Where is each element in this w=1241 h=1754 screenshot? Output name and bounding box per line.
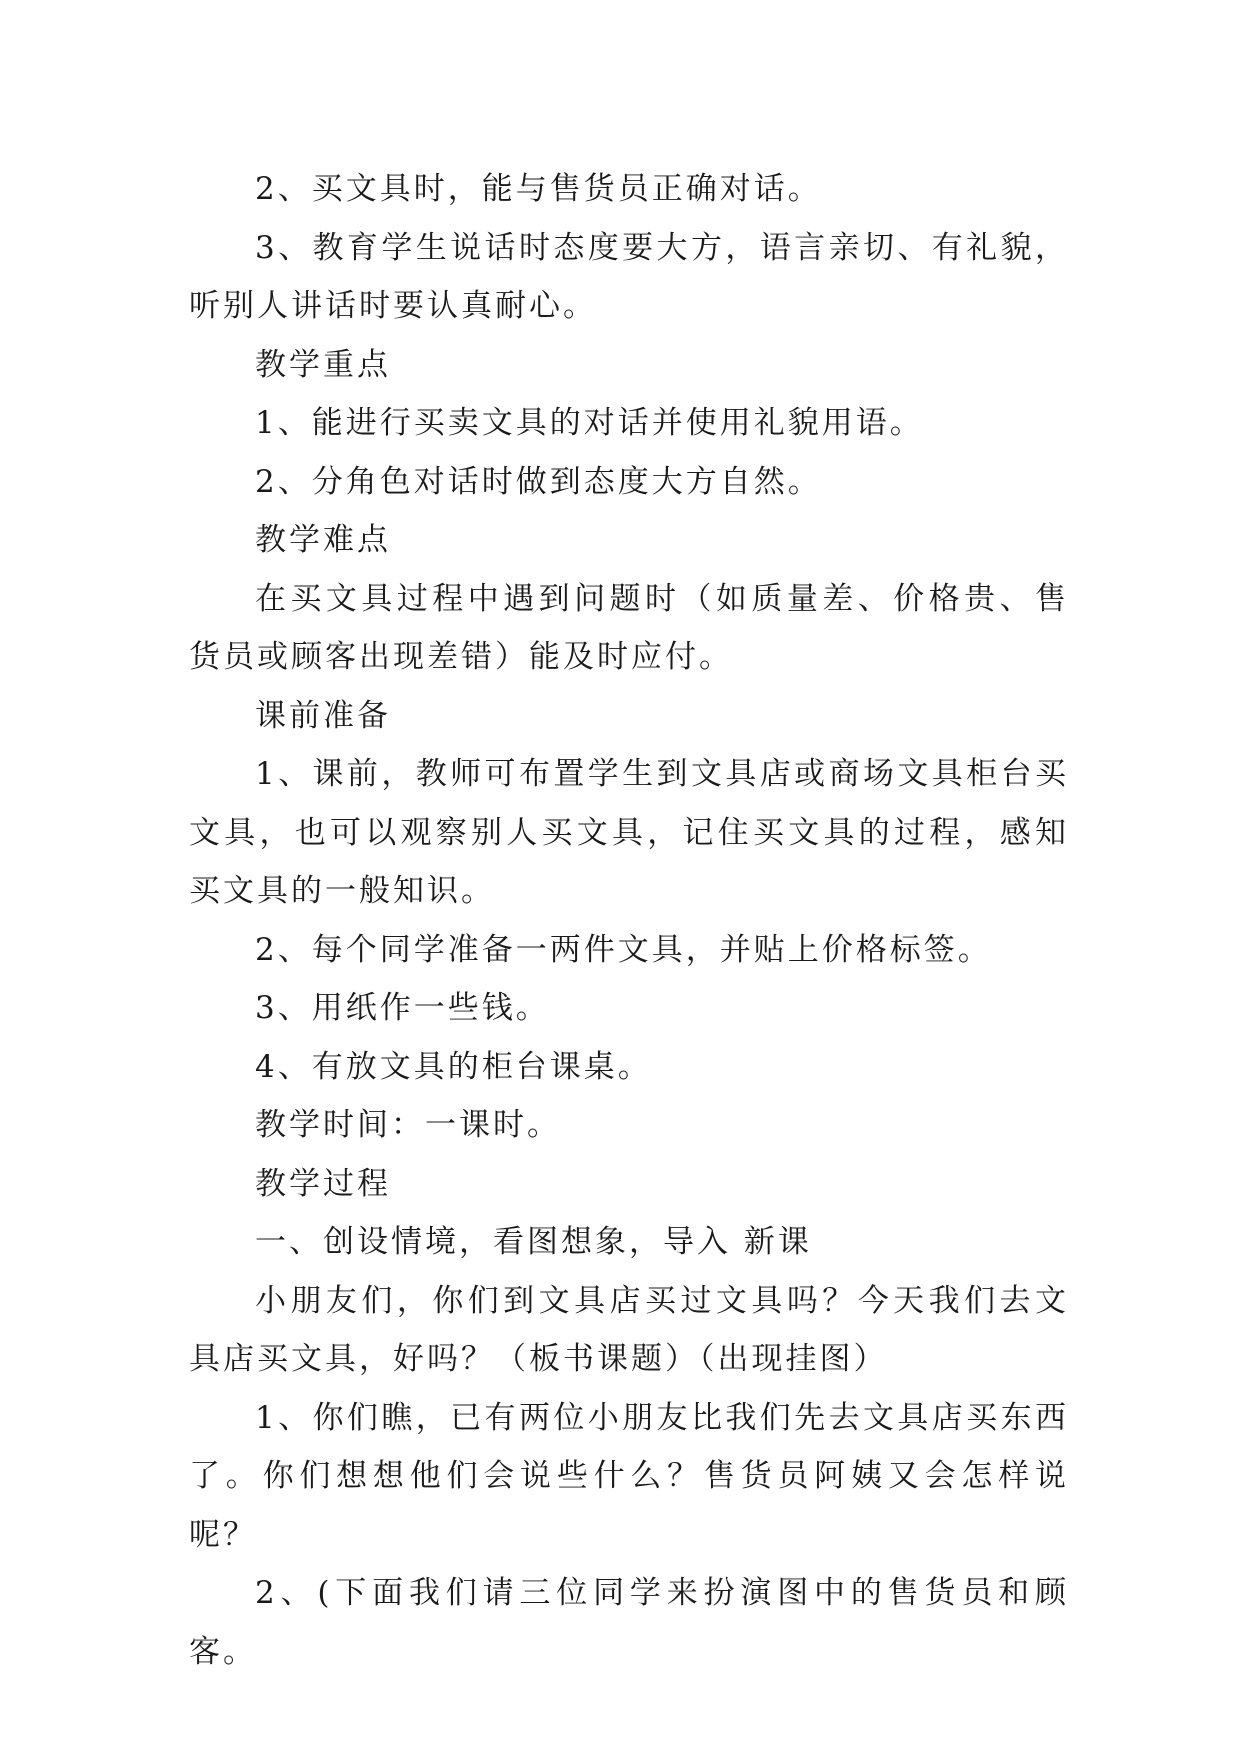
paragraph-preparation-4: 4、有放文具的柜台课桌。 xyxy=(255,1048,652,1085)
paragraph-key-point-1: 1、能进行买卖文具的对话并使用礼貌用语。 xyxy=(255,405,924,441)
paragraph-difficulty: 在买文具过程中遇到问题时（如质量差、价格贵、售货员或顾客出现差错）能及时应付。 xyxy=(189,580,1069,675)
paragraph-preparation-1: 1、课前，教师可布置学生到文具店或商场文具柜台买文具，也可以观察别人买文具，记住买文具的过程，感知买文具的一般知识。 xyxy=(189,756,1069,909)
paragraph-step-1: 1、你们瞧，已有两位小朋友比我们先去文具店买东西了。你们想想他们会说些什么？售货员阿姨又会怎样说呢？ xyxy=(189,1399,1069,1553)
paragraph-intro: 小朋友们，你们到文具店买过文具吗？今天我们去文具店买文具，好吗？（板书课题）（出现挂图） xyxy=(189,1282,1069,1377)
heading-key-points: 教学重点 xyxy=(255,346,391,383)
heading-teaching-process: 教学过程 xyxy=(255,1165,391,1202)
document-body xyxy=(189,160,1069,1681)
paragraph-teaching-time: 教学时间：一课时。 xyxy=(255,1107,561,1143)
paragraph-key-point-2: 2、分角色对话时做到态度大方自然。 xyxy=(255,463,822,500)
heading-preparation: 课前准备 xyxy=(255,697,391,734)
heading-section-1: 一、创设情境，看图想象，导入 新课 xyxy=(255,1224,812,1260)
paragraph-objective-2: 2、买文具时，能与售货员正确对话。 xyxy=(255,171,822,207)
paragraph-preparation-3: 3、用纸作一些钱。 xyxy=(255,990,550,1026)
heading-difficulties: 教学难点 xyxy=(255,522,391,558)
paragraph-objective-3: 3、教育学生说话时态度要大方，语言亲切、有礼貌，听别人讲话时要认真耐心。 xyxy=(189,229,1069,324)
paragraph-step-2: 2、(下面我们请三位同学来扮演图中的售货员和顾客。 xyxy=(189,1575,1069,1670)
paragraph-preparation-2: 2、每个同学准备一两件文具，并贴上价格标签。 xyxy=(255,931,992,968)
